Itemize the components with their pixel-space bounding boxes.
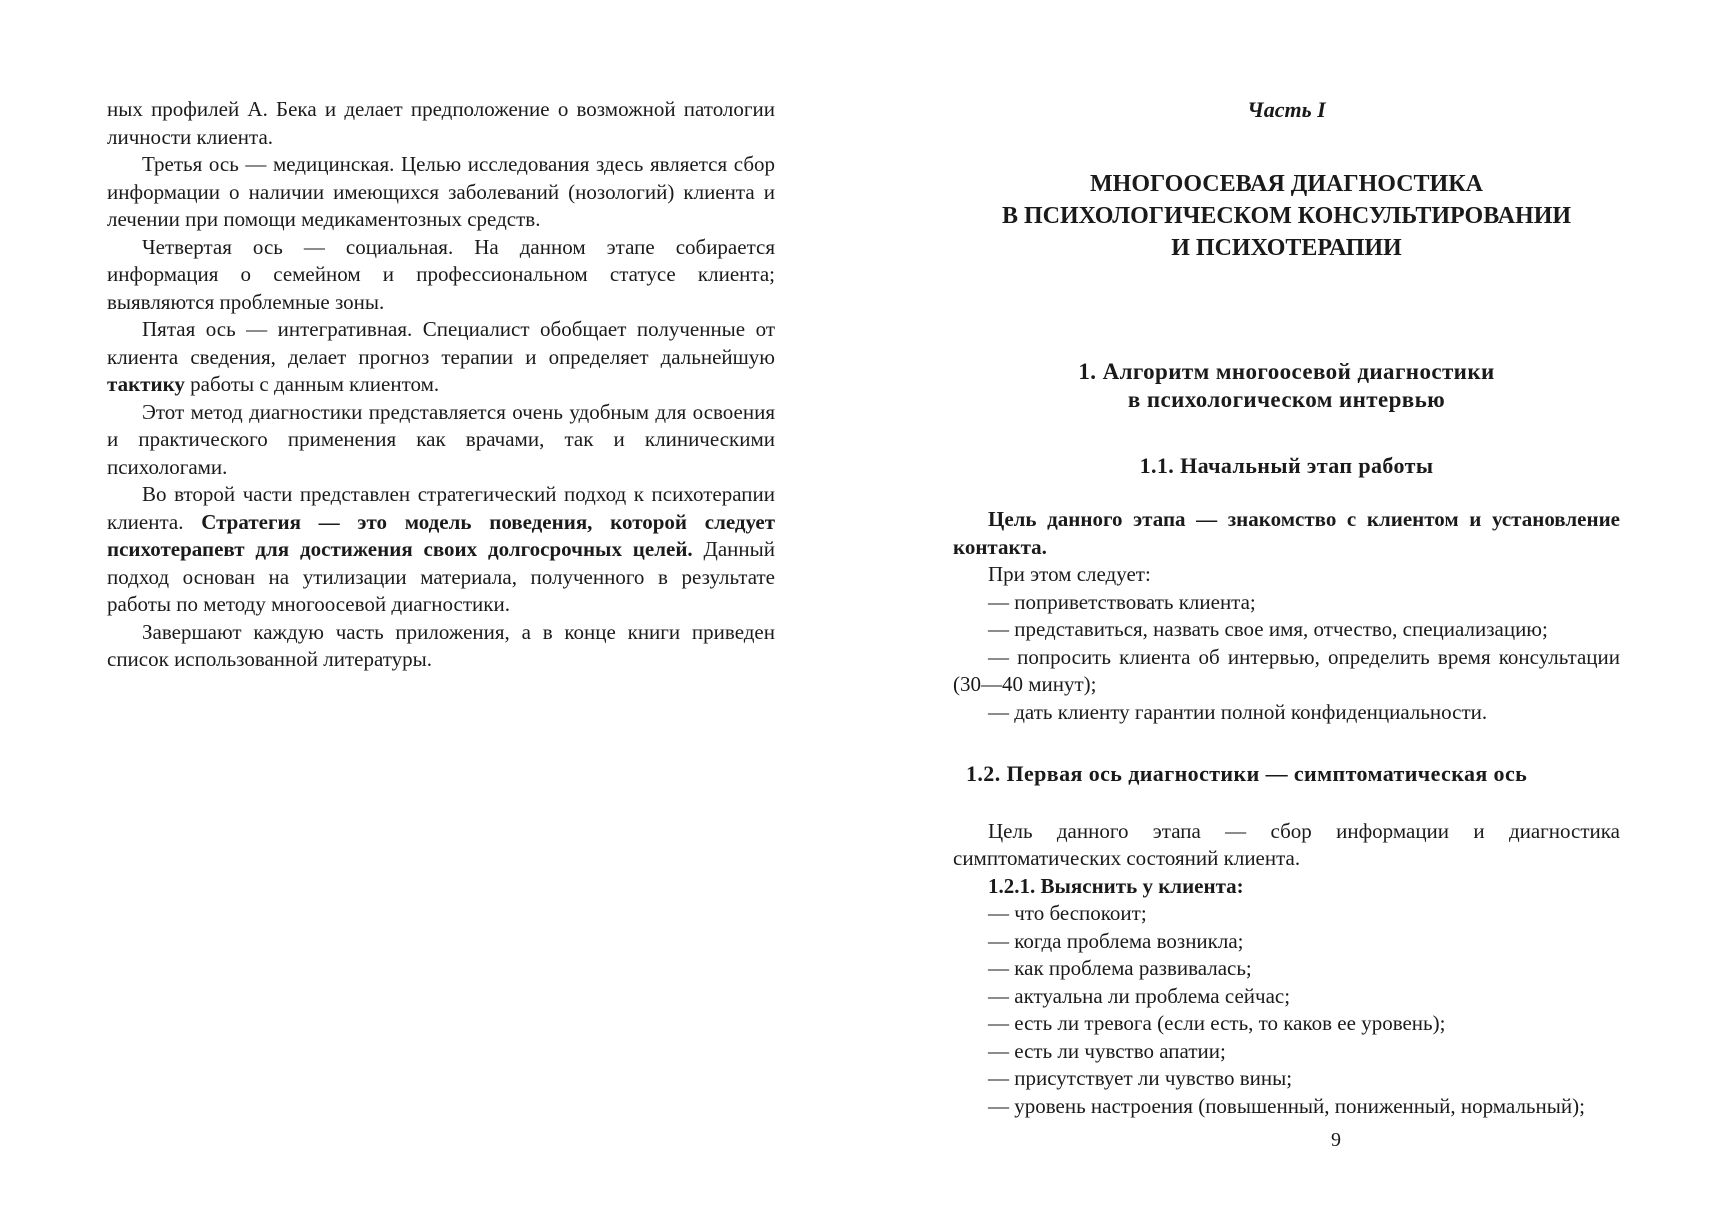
paragraph-text: работы с данным клиентом. <box>190 372 440 396</box>
right-page <box>856 0 1713 1211</box>
page-number: 9 <box>1331 1129 1341 1151</box>
left-text-column <box>107 96 775 674</box>
section-1-heading <box>953 358 1620 414</box>
left-page <box>0 0 856 1211</box>
paragraph-text: Во второй части представлен стратегический подход к психотерапии клиента. <box>107 482 775 534</box>
paragraph: Третья ось — медицинская. Целью исследования здесь является сбор информации о наличии имеющихся заболеваний (нозологий) клиента и лечении при помощи медикаментозных средств. <box>107 152 775 231</box>
title-line: И ПСИХОТЕРАПИИ <box>1171 234 1402 261</box>
list-item: — актуальна ли проблема сейчас; <box>988 983 1291 1008</box>
list-item: — уровень настроения (повышенный, пониженный, нормальный); <box>988 1093 1585 1118</box>
right-text-column <box>953 96 1620 1120</box>
heading-line: в психологическом интервью <box>1127 386 1446 412</box>
paragraph <box>107 316 775 399</box>
goal-text: Цель данного этапа — знакомство с клиентом и установление контакта. <box>953 507 1620 559</box>
paragraph-text: Данный подход основан на утилизации материала, полученного в результате работы по методу многоосевой диагностики. <box>107 537 776 616</box>
list-item: — дать клиенту гарантии полной конфиденциальности. <box>988 699 1488 724</box>
part-label: Часть I <box>1247 97 1326 122</box>
list-item: — попросить клиента об интервью, определить время консультации (30—40 минут); <box>953 644 1620 696</box>
paragraph: Четвертая ось — социальная. На данном этапе собирается информация о семейном и профессиональном статусе клиента; выявляются проблемные зоны. <box>107 234 775 314</box>
paragraph <box>107 481 775 619</box>
subsection-title: 1.2.1. Выяснить у клиента: <box>988 873 1244 898</box>
list-item: — как проблема развивалась; <box>988 956 1252 980</box>
section-1-2-heading: 1.2. Первая ось диагностики — симптоматическая ось <box>966 761 1528 786</box>
list-item: — представиться, назвать свое имя, отчество, специализацию; <box>988 617 1548 641</box>
section-1-1-heading: 1.1. Начальный этап работы <box>1139 452 1434 478</box>
list-item: — что беспокоит; <box>988 901 1147 925</box>
subsection-heading <box>953 873 1620 901</box>
paragraph: Этот метод диагностики представляется очень удобным для освоения и практического применения как врачами, так и клиническими психологами. <box>107 399 775 479</box>
list-item: — есть ли тревога (если есть, то каков ее уровень); <box>988 1011 1446 1035</box>
section-1-2-goal: Цель данного этапа — сбор информации и диагностика симптоматических состояний клиента. <box>953 818 1620 870</box>
list-item: — поприветствовать клиента; <box>988 589 1256 614</box>
list-item: — когда проблема возникла; <box>988 928 1244 953</box>
bold-definition: Стратегия — это модель поведения, которой следует психотерапевт для достижения своих долгосрочных целей. <box>107 509 776 561</box>
paragraph: Завершают каждую часть приложения, а в конце книги приведен список использованной литературы. <box>107 619 775 671</box>
list-item: — есть ли чувство апатии; <box>988 1038 1226 1063</box>
title-line: В ПСИХОЛОГИЧЕСКОМ КОНСУЛЬТИРОВАНИИ <box>1001 202 1572 229</box>
main-title <box>953 168 1620 264</box>
bold-term: тактику <box>107 372 185 396</box>
heading-line: 1. Алгоритм многоосевой диагностики <box>1078 358 1495 384</box>
section-1-1-intro: При этом следует: <box>988 562 1151 586</box>
list-item: — присутствует ли чувство вины; <box>988 1066 1293 1090</box>
paragraph: ных профилей А. Бека и делает предположение о возможной патологии личности клиента. <box>107 97 775 149</box>
title-line: МНОГООСЕВАЯ ДИАГНОСТИКА <box>1090 170 1483 197</box>
section-1-1-goal <box>953 506 1620 561</box>
paragraph-text: Пятая ось — интегративная. Специалист обобщает полученные от клиента сведения, делает прогноз терапии и определяет дальнейшую <box>107 317 775 369</box>
